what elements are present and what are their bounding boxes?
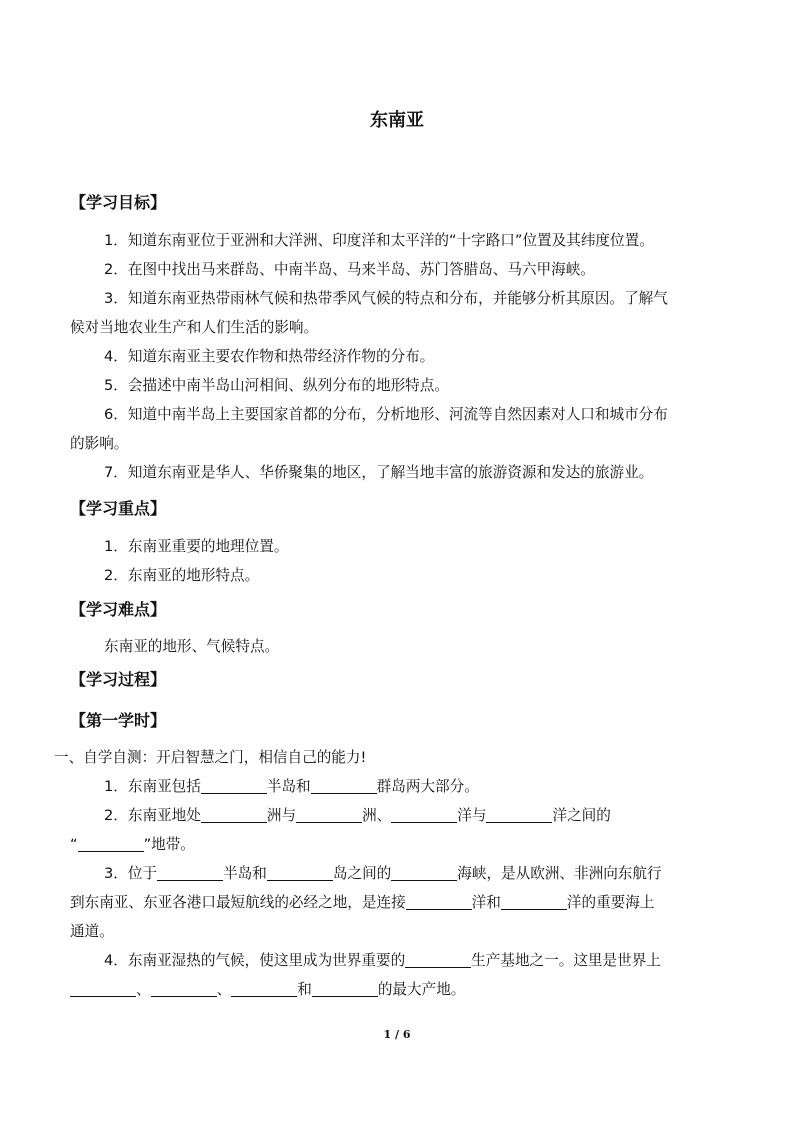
goal-line: 3．知道东南亚热带雨林气候和热带季风气候的特点和分布，并能够分析其原因。了解气 bbox=[104, 290, 668, 307]
text-segment: 到东南亚、东亚各港口最短航线的必经之地，是连接 bbox=[70, 894, 406, 911]
process-heading: 【学习过程】 bbox=[70, 670, 167, 689]
answer-blank bbox=[231, 980, 297, 997]
answer-blank bbox=[151, 980, 217, 997]
answer-blank bbox=[70, 980, 136, 997]
text-segment: 岛之间的 bbox=[332, 865, 392, 882]
answer-blank bbox=[157, 864, 223, 881]
page-title: 东南亚 bbox=[370, 110, 424, 131]
goals-heading: 【学习目标】 bbox=[70, 193, 167, 212]
text-segment: 、 bbox=[216, 981, 232, 998]
page-number: 1 / 6 bbox=[383, 1028, 411, 1041]
goal-line: 5．会描述中南半岛山河相间、纵列分布的地形特点。 bbox=[104, 377, 449, 394]
question-3-line-3: 通道。 bbox=[70, 923, 114, 940]
text-segment: 洋和 bbox=[471, 894, 501, 911]
question-3-line-1 bbox=[104, 864, 662, 884]
difficulty-heading: 【学习难点】 bbox=[70, 600, 167, 619]
first-lesson-heading: 【第一学时】 bbox=[70, 711, 167, 730]
key-point-line: 2．东南亚的地形特点。 bbox=[104, 567, 260, 584]
text-segment: 2．东南亚地处 bbox=[104, 807, 201, 824]
text-segment: 的最大产地。 bbox=[377, 981, 466, 998]
text-segment: “ bbox=[70, 836, 78, 853]
answer-blank bbox=[486, 806, 552, 823]
goal-line: 1．知道东南亚位于亚洲和大洋洲、印度洋和太平洋的“十字路口”位置及其纬度位置。 bbox=[104, 232, 654, 249]
goal-line: 候对当地农业生产和人们生活的影响。 bbox=[70, 319, 319, 336]
key-point-line: 1．东南亚重要的地理位置。 bbox=[104, 538, 289, 555]
text-segment: 洋的重要海上 bbox=[566, 894, 655, 911]
text-segment: 和 bbox=[297, 981, 312, 998]
text-segment: 半岛和 bbox=[223, 865, 267, 882]
question-3-line-2 bbox=[70, 893, 654, 913]
goal-line: 6．知道中南半岛上主要国家首都的分布，分析地形、河流等自然因素对人口和城市分布 bbox=[104, 406, 668, 423]
question-4-line-1 bbox=[104, 951, 661, 971]
answer-blank bbox=[78, 835, 144, 852]
question-1 bbox=[104, 777, 479, 797]
answer-blank bbox=[311, 777, 377, 794]
text-segment: 洋与 bbox=[457, 807, 487, 824]
text-segment: ”地带。 bbox=[143, 836, 195, 853]
goal-line: 7．知道东南亚是华人、华侨聚集的地区，了解当地丰富的旅游资源和发达的旅游业。 bbox=[104, 464, 654, 481]
answer-blank bbox=[501, 893, 567, 910]
answer-blank bbox=[405, 951, 471, 968]
text-segment: 1．东南亚包括 bbox=[104, 778, 201, 795]
text-segment: 4．东南亚湿热的气候，使这里成为世界重要的 bbox=[104, 952, 406, 969]
question-2-line-2 bbox=[70, 835, 195, 855]
answer-blank bbox=[406, 893, 472, 910]
answer-blank bbox=[201, 777, 267, 794]
difficulty-text: 东南亚的地形、气候特点。 bbox=[104, 638, 280, 655]
question-2-line-1 bbox=[104, 806, 611, 826]
text-segment: 洋之间的 bbox=[552, 807, 611, 824]
answer-blank bbox=[391, 806, 457, 823]
goal-line: 的影响。 bbox=[70, 435, 129, 452]
text-segment: 3．位于 bbox=[104, 865, 158, 882]
text-segment: 洲、 bbox=[362, 807, 392, 824]
text-segment: 生产基地之一。这里是世界上 bbox=[471, 952, 661, 969]
text-segment: 群岛两大部分。 bbox=[376, 778, 479, 795]
answer-blank bbox=[312, 980, 378, 997]
answer-blank bbox=[391, 864, 457, 881]
answer-blank bbox=[201, 806, 267, 823]
question-4-line-2 bbox=[70, 980, 465, 1000]
key-points-heading: 【学习重点】 bbox=[70, 499, 167, 518]
answer-blank bbox=[296, 806, 362, 823]
goal-line: 2．在图中找出马来群岛、中南半岛、马来半岛、苏门答腊岛、马六甲海峡。 bbox=[104, 261, 595, 278]
self-test-intro: 一、自学自测：开启智慧之门，相信自己的能力! bbox=[54, 749, 367, 766]
text-segment: 海峡，是从欧洲、非洲向东航行 bbox=[457, 865, 662, 882]
text-segment: 、 bbox=[136, 981, 151, 998]
answer-blank bbox=[267, 864, 333, 881]
text-segment: 洲与 bbox=[266, 807, 297, 824]
goal-line: 4．知道东南亚主要农作物和热带经济作物的分布。 bbox=[104, 348, 435, 365]
text-segment: 半岛和 bbox=[266, 778, 311, 795]
